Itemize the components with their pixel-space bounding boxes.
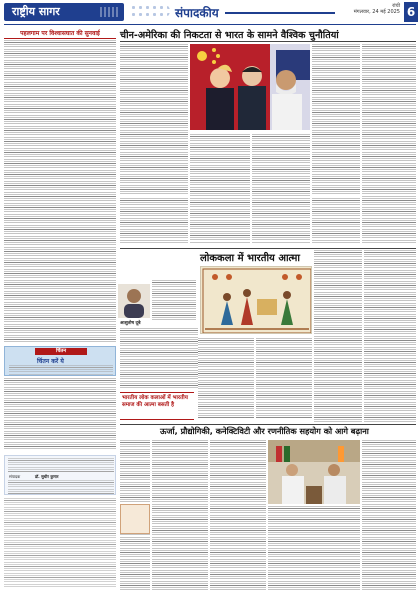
lead-text-col5 — [362, 44, 416, 244]
lead-photo — [190, 44, 310, 130]
bottom-rule — [120, 424, 416, 425]
bottom-text-col4 — [362, 440, 416, 590]
imprint-name: डॉ. सुधीर कुमार — [35, 474, 59, 479]
lead-text-col4 — [312, 44, 360, 194]
masthead — [0, 0, 420, 24]
folk-art-illustration — [201, 267, 312, 334]
masthead-rule — [4, 24, 416, 25]
thought-heading: चिंतन करें ये — [37, 358, 64, 365]
lead-text-col1 — [120, 44, 188, 194]
bottom-photo — [268, 440, 360, 504]
dateline — [340, 3, 400, 15]
author-name: आशुतोष दूबे — [120, 321, 141, 326]
bottom-text-col1 — [152, 440, 208, 590]
middle-text-col2 — [198, 338, 254, 418]
left-column — [4, 28, 116, 39]
date: मंगलवार, 24 मई 2025 — [353, 9, 400, 15]
imprint-text — [8, 458, 114, 472]
bottom-text-col3 — [268, 506, 360, 590]
imprint-label: संपादक — [9, 474, 21, 479]
thought-box — [4, 346, 116, 376]
lead-text-col2 — [190, 134, 250, 244]
pull-quote — [120, 392, 194, 420]
logo-pattern — [100, 7, 120, 17]
paper-name: राष्ट्रीय सागर — [12, 5, 60, 18]
bottom-headline: ऊर्जा, प्रौद्योगिकी, कनेक्टिविटी और रणनीतिक सहयोग को आगे बढ़ाना — [160, 426, 369, 436]
lead-text-col4b — [312, 198, 360, 244]
city: रांची — [392, 3, 400, 9]
page-number: 6 — [404, 2, 418, 22]
bottom-inset-box — [120, 504, 150, 534]
middle-rule — [120, 248, 416, 249]
imprint-box — [4, 455, 116, 495]
folk-art-image — [200, 266, 312, 334]
author-bio — [152, 280, 196, 320]
middle-text-col4 — [314, 250, 362, 422]
thought-box-label: चिंतन — [35, 348, 87, 355]
pull-quote-text: भारतीय लोक कलाओं में भारतीय समाज की आत्मा बसती है — [122, 395, 188, 408]
middle-text-col1 — [120, 328, 198, 388]
middle-text-col3 — [256, 338, 312, 418]
section-title: संपादकीय — [175, 6, 219, 20]
paper-logo — [4, 3, 124, 21]
masthead-ornament — [130, 4, 170, 18]
left-column-text — [4, 40, 116, 342]
masthead-bar — [225, 12, 335, 14]
left-section-heading: पहलगाम पर विश्वासघात की सुनवाई — [4, 28, 116, 39]
lead-text-col3 — [252, 134, 310, 244]
middle-headline: लोककला में भारतीय आत्मा — [200, 253, 300, 264]
imprint-details — [8, 480, 114, 494]
lead-headline: चीन-अमेरिका की निकटता से भारत के सामने वैश्विक चुनौतियां — [120, 30, 339, 41]
thought-body-text — [4, 378, 116, 450]
author-photo — [118, 284, 150, 318]
bottom-text-col2 — [210, 440, 266, 590]
middle-text-col5 — [364, 250, 416, 422]
author-photo-illustration — [118, 284, 150, 318]
lead-rule — [120, 41, 416, 42]
lead-text-col1b — [120, 198, 188, 244]
leaders-photo-illustration — [190, 44, 310, 130]
meeting-photo-illustration — [268, 440, 360, 504]
thought-text — [9, 365, 113, 375]
left-bottom-text — [4, 498, 116, 588]
